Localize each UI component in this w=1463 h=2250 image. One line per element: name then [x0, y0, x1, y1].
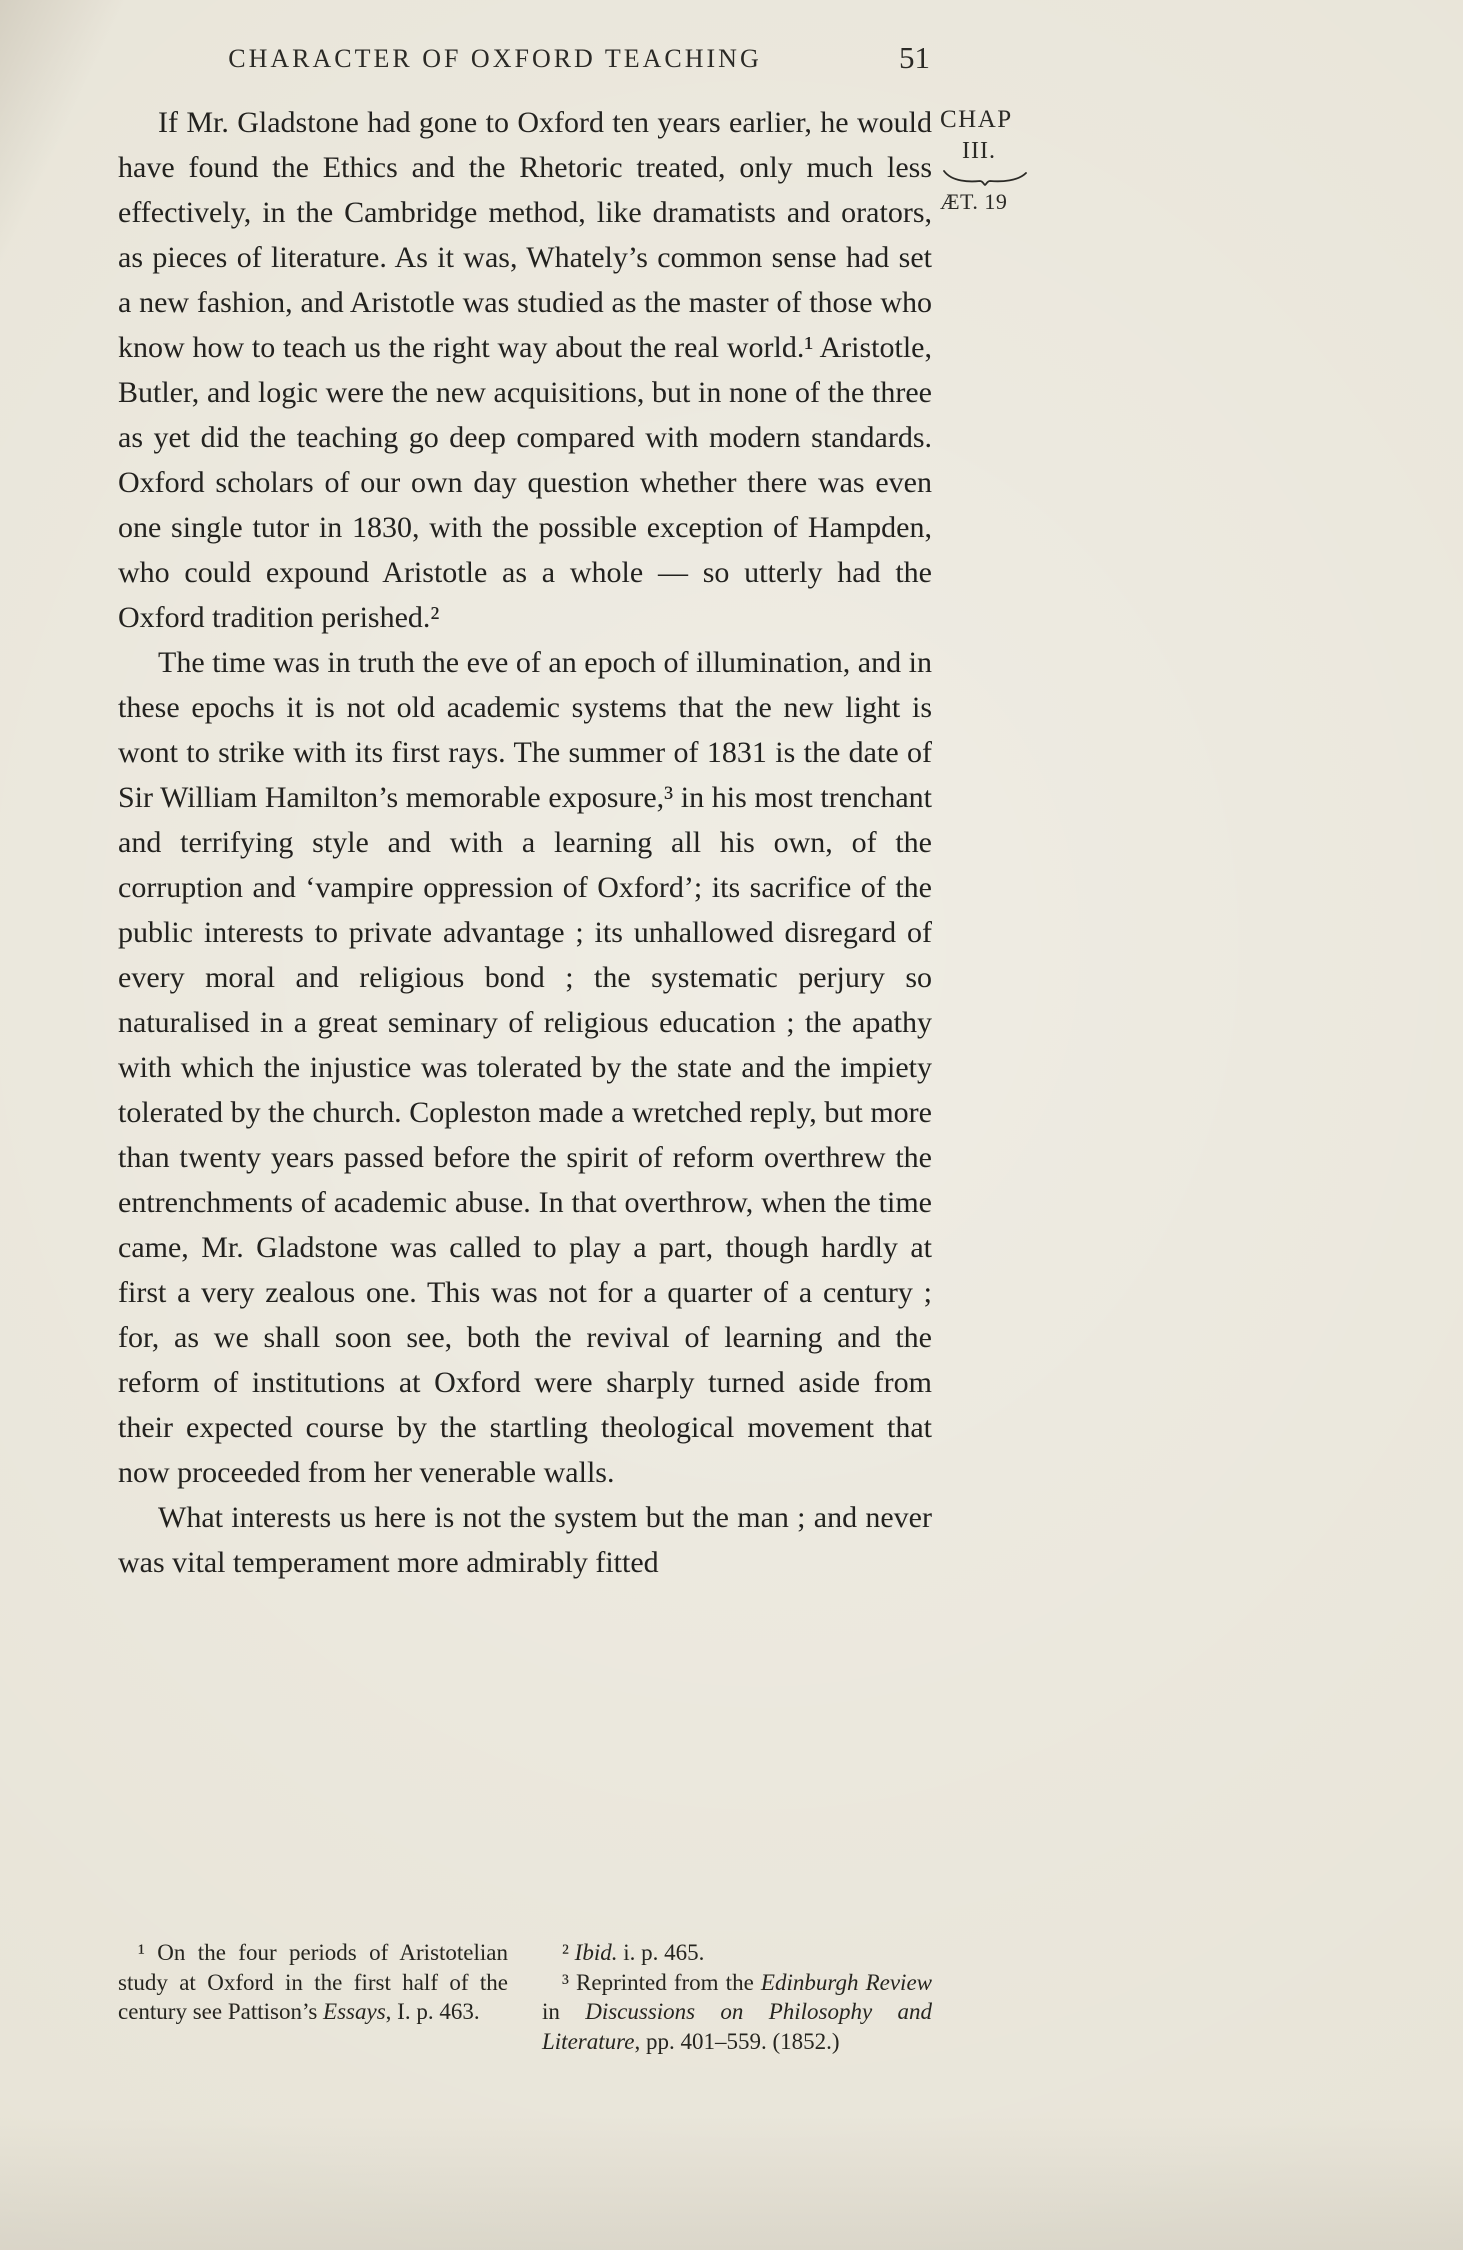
paragraph-3: What interests us here is not the system but the man ; and never was vital temperament more admirably fitted	[118, 1501, 932, 1579]
paragraph-2: The time was in truth the eve of an epoch of illumination, and in these epochs it is not old academic systems that the new light is wont to strike with its first rays. The summer of 1831 is the date of Sir William Hamilton’s memorable exposure,³ in his most trenchant and terrifying style and with a learning all his own, of the corruption and ‘vampire oppression of Oxford’; its sacrifice of the public interests to private advantage ; its unhallowed disregard of every moral and religious bond ; the systematic perjury so naturalised in a great seminary of religious education ; the apathy with which the injustice was tolerated by the state and the impiety tolerated by the church. Copleston made a wretched reply, but more than twenty years passed before the spirit of reform overthrew the entrenchments of academic abuse. In that overthrow, when the time came, Mr. Gladstone was called to play a part, though hardly at first a very zealous one. This was not for a quarter of a century ; for, as we shall soon see, both the revival of learning and the reform of institutions at Oxford were sharply turned aside from their expected course by the startling theological movement that now proceeded from her venerable walls.	[118, 646, 932, 1489]
page-header	[118, 40, 932, 86]
footnote-1: ¹ On the four periods of Aristotelian study at Oxford in the first half of the century see Pattison’s Essays, I. p. 463.	[118, 1940, 508, 2024]
age-label: ÆT. 19	[940, 189, 1008, 214]
chapter-numeral: III.	[962, 138, 996, 164]
chapter-brace-icon	[942, 169, 1028, 187]
paragraph-1: If Mr. Gladstone had gone to Oxford ten years earlier, he would have found the Ethics and the Rhetoric treated, only much less effectively, in the Cambridge method, like dramatists and orators, as pieces of literature. As it was, Whately’s common sense had set a new fashion, and Aristotle was studied as the master of those who know how to teach us the right way about the real world.¹ Aristotle, Butler, and logic were the new acquisitions, but in none of the three as yet did the teaching go deep compared with modern standards. Oxford scholars of our own day question whether there was even one single tutor in 1830, with the possible exception of Hampden, who could expound Aristotle as a whole — so utterly had the Oxford tradition perished.²	[118, 106, 932, 634]
footnote-3: ³ Reprinted from the Edinburgh Review in Discussions on Philosophy and Literature, pp. 401–559. (1852.)	[542, 1969, 933, 2054]
chapter-label: CHAP	[940, 106, 1013, 133]
footnote-column-left	[118, 1938, 508, 2056]
margin-notes	[940, 106, 1050, 215]
running-title: CHARACTER OF OXFORD TEACHING	[228, 44, 762, 73]
footnote-column-right	[542, 1938, 932, 2056]
footnotes	[118, 1938, 932, 2056]
footnote-2: ² Ibid. i. p. 465.	[562, 1940, 705, 1965]
page-number: 51	[899, 40, 930, 75]
body-text	[118, 100, 932, 1585]
